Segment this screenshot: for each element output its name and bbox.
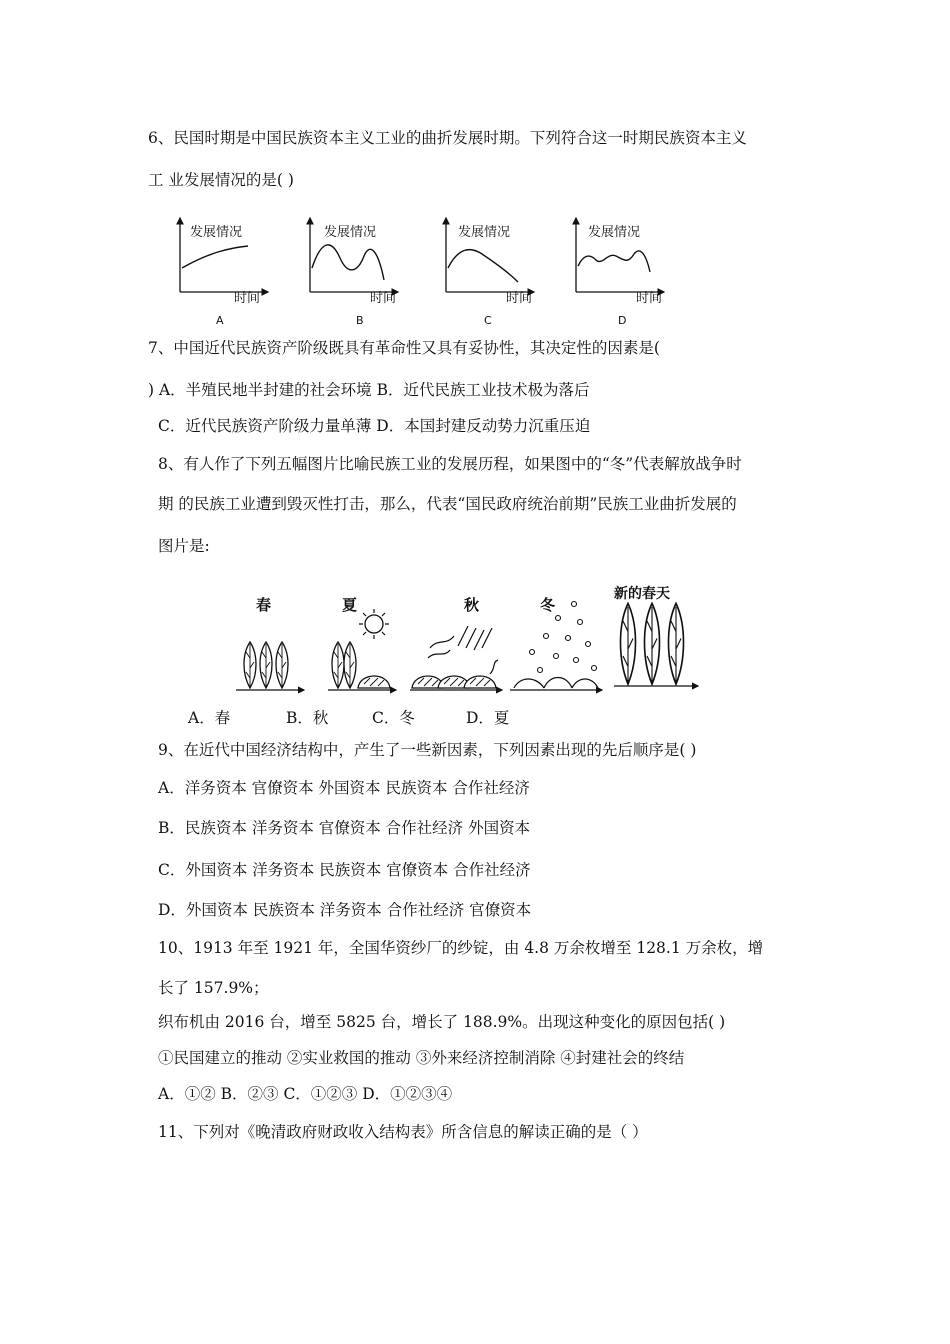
q8-option-c[interactable]: C．冬 — [372, 709, 415, 727]
q11-text-line1: 11、下列对《晚清政府财政收入结构表》所含信息的解读正确的是（ ） — [158, 1123, 648, 1141]
autumn-label: 秋 — [464, 596, 480, 614]
q10-option-line[interactable]: A．①② B．②③ C．①②③ D．①②③④ — [158, 1085, 453, 1103]
graph-c — [446, 218, 534, 327]
q9-option-d[interactable]: D．外国资本 民族资本 洋务资本 合作社经济 官僚资本 — [158, 901, 532, 919]
graph-c-xlabel: 时间 — [506, 291, 533, 306]
graph-c-letter: C — [484, 314, 492, 327]
q8-option-a[interactable]: A．春 — [188, 709, 231, 727]
q8-seasons-figure — [228, 578, 708, 698]
graph-a-xlabel: 时间 — [234, 291, 261, 306]
q10-text-line1: 10、1913 年至 1921 年，全国华资纱厂的纱锭，由 4.8 万余枚增至 128.1 万余枚，增 — [158, 939, 764, 957]
q6-text-line1: 6、民国时期是中国民族资本主义工业的曲折发展时期。下列符合这一时期民族资本主义 — [148, 129, 747, 147]
q10-text-line2: 长了 157.9%； — [158, 979, 269, 997]
q7-text-line3: C．近代民族资产阶级力量单薄 D．本国封建反动势力沉重压迫 — [158, 417, 591, 435]
graph-b-letter: B — [356, 314, 364, 327]
graph-d-ylabel: 发展情况 — [588, 225, 641, 240]
q10-text-line4: ①民国建立的推动 ②实业救国的推动 ③外来经济控制消除 ④封建社会的终结 — [158, 1049, 685, 1067]
panel-winter — [510, 596, 602, 690]
graph-d-letter: D — [618, 314, 627, 327]
panel-spring — [236, 596, 304, 690]
sun-icon — [359, 609, 389, 639]
panel-autumn — [410, 596, 502, 690]
winter-label: 冬 — [540, 596, 556, 614]
q8-text-line1: 8、有人作了下列五幅图片比喻民族工业的发展历程，如果图中的“冬”代表解放战争时 — [158, 455, 742, 473]
q6-graph-figure — [170, 210, 680, 330]
q8-text-line3: 图片是: — [158, 537, 210, 555]
new-spring-label: 新的春天 — [614, 586, 670, 602]
graph-c-ylabel: 发展情况 — [458, 225, 511, 240]
q7-text-line2: ) A．半殖民地半封建的社会环境 B．近代民族工业技术极为落后 — [148, 381, 590, 399]
q8-option-d[interactable]: D．夏 — [466, 709, 510, 727]
graph-a — [180, 218, 268, 327]
panel-new-spring — [614, 585, 698, 686]
graph-b — [310, 218, 398, 327]
wind-rain-icon — [428, 626, 498, 674]
panel-summer — [328, 596, 396, 690]
summer-label: 夏 — [342, 596, 358, 614]
q10-text-line3: 织布机由 2016 台，增至 5825 台，增长了 188.9%。出现这种变化的原因包括( ) — [158, 1013, 726, 1031]
q8-text-line2: 期 的民族工业遭到毁灭性打击，那么，代表“国民政府统治前期”民族工业曲折发展的 — [158, 495, 737, 513]
q9-option-b[interactable]: B．民族资本 洋务资本 官僚资本 合作社经济 外国资本 — [158, 819, 531, 837]
graph-d-xlabel: 时间 — [636, 291, 663, 306]
graph-a-ylabel: 发展情况 — [190, 225, 243, 240]
q6-text-line2: 工 业发展情况的是( ) — [148, 171, 294, 189]
q9-text-line1: 9、在近代中国经济结构中，产生了一些新因素，下列因素出现的先后顺序是( ) — [158, 741, 697, 759]
q9-option-a[interactable]: A．洋务资本 官僚资本 外国资本 民族资本 合作社经济 — [158, 779, 530, 797]
graph-b-ylabel: 发展情况 — [324, 225, 377, 240]
q7-text-line1: 7、中国近代民族资产阶级既具有革命性又具有妥协性，其决定性的因素是( — [148, 339, 660, 357]
spring-label: 春 — [256, 596, 272, 614]
graph-d — [576, 218, 664, 327]
graph-b-xlabel: 时间 — [370, 291, 397, 306]
q9-option-c[interactable]: C．外国资本 洋务资本 民族资本 官僚资本 合作社经济 — [158, 861, 531, 879]
graph-a-letter: A — [216, 314, 224, 327]
q8-option-b[interactable]: B．秋 — [286, 709, 329, 727]
